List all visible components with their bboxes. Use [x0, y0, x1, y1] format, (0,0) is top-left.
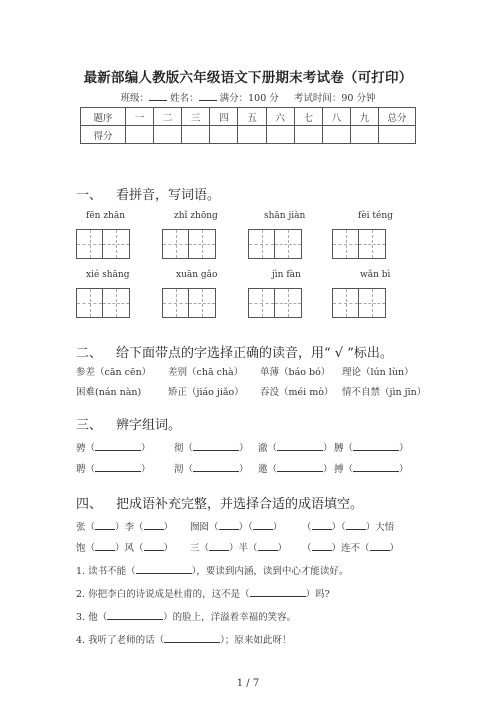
idiom-item[interactable]: （ ）（ ）大悟	[302, 522, 395, 533]
section-number: 三、	[76, 418, 103, 433]
sentence-item[interactable]: 2. 你把李白的诗说成是杜甫的，这不是（ ）吗?	[76, 589, 330, 600]
answer-blank[interactable]	[193, 441, 239, 451]
section-title: 辨字组词。	[116, 418, 182, 433]
answer-blank[interactable]	[370, 541, 390, 551]
pronunciation-item[interactable]: 参差（cān cēn）	[76, 367, 152, 378]
pinyin-label: fèi téng	[358, 211, 393, 221]
writing-grid[interactable]	[76, 229, 130, 259]
zuci-item[interactable]: 膊（ ）	[334, 443, 409, 454]
answer-blank[interactable]	[95, 441, 141, 451]
pronunciation-item[interactable]: 差别（chā chà）	[168, 367, 244, 378]
writing-grid[interactable]	[76, 288, 130, 318]
exam-title: 最新部编人教版六年级语文下册期末考试卷（可打印）	[83, 70, 413, 86]
pronunciation-item[interactable]: 理论（lún lùn）	[342, 367, 414, 378]
zuci-item[interactable]: 骋（ ）	[76, 443, 151, 454]
answer-blank[interactable]	[312, 541, 332, 551]
score-input-cell[interactable]	[294, 126, 322, 144]
idiom-item[interactable]: 饱（ ）风（ ）	[76, 543, 174, 554]
writing-grid[interactable]	[248, 229, 302, 259]
zuci-item[interactable]: 邀（ ）	[258, 464, 333, 475]
zuci-item[interactable]: 聘（ ）	[76, 464, 151, 475]
score-cell: 六	[266, 108, 294, 126]
zuci-item[interactable]: 沏（ ）	[174, 464, 249, 475]
score-input-cell[interactable]	[238, 126, 266, 144]
score-cell: 七	[294, 108, 322, 126]
pronunciation-item[interactable]: 吞没（méi mò）	[260, 387, 334, 398]
pronunciation-item[interactable]: 单薄（báo bó）	[260, 367, 331, 378]
score-row-label: 得分	[81, 126, 126, 144]
score-input-cell[interactable]	[182, 126, 210, 144]
section-number: 四、	[76, 497, 103, 512]
pronunciation-item[interactable]: 矫正（jiáo jiǎo）	[168, 387, 244, 398]
answer-blank[interactable]	[144, 541, 164, 551]
writing-grid[interactable]	[162, 229, 216, 259]
score-cell: 题序	[81, 108, 126, 126]
score-input-cell[interactable]	[266, 126, 294, 144]
answer-blank[interactable]	[219, 520, 239, 530]
answer-blank[interactable]	[193, 462, 239, 472]
answer-blank[interactable]	[253, 520, 273, 530]
score-input-cell[interactable]	[210, 126, 238, 144]
score-cell: 八	[322, 108, 350, 126]
writing-grid[interactable]	[162, 288, 216, 318]
answer-blank[interactable]	[353, 441, 399, 451]
idiom-item[interactable]: 张（ ）李（ ）	[76, 522, 174, 533]
score-input-cell[interactable]	[322, 126, 350, 144]
pronunciation-item[interactable]: 困难(nán nàn)	[76, 387, 142, 398]
score-table	[80, 107, 416, 144]
pinyin-label: fēn zhān	[86, 211, 126, 221]
exam-info-line	[0, 90, 496, 104]
pinyin-label: zhǐ zhōng	[174, 211, 218, 221]
section-number: 二、	[76, 346, 103, 361]
sentence-item[interactable]: 4. 我听了老师的话（ ）；原来如此呀！	[76, 635, 292, 646]
sentence-item[interactable]: 3. 他（ ）的脸上，洋溢着幸福的笑容。	[76, 612, 297, 623]
score-cell: 二	[154, 108, 182, 126]
score-input-cell[interactable]	[379, 126, 416, 144]
score-cell: 五	[238, 108, 266, 126]
answer-blank[interactable]	[136, 564, 192, 574]
score-cell: 九	[350, 108, 378, 126]
zuci-item[interactable]: 搏（ ）	[334, 464, 409, 475]
idiom-item[interactable]: 三（ ）半（ ）	[190, 543, 288, 554]
page-number: 1 / 7	[236, 678, 260, 689]
answer-blank[interactable]	[277, 441, 323, 451]
full-score: 满分：100 分	[219, 93, 279, 104]
pinyin-label: xuān gǎo	[176, 270, 218, 280]
sentence-item[interactable]: 1. 读书不能（ ），要读到内涵，读到中心才能读好。	[76, 566, 349, 577]
idiom-item[interactable]: （ ）连不（ ）	[302, 543, 400, 554]
score-input-cell[interactable]	[350, 126, 378, 144]
section-title: 把成语补充完整，并选择合适的成语填空。	[116, 497, 364, 512]
section-1-heading	[76, 184, 220, 203]
writing-grid[interactable]	[332, 229, 386, 259]
pinyin-label: xié shāng	[86, 270, 130, 280]
score-header-row	[81, 108, 416, 126]
section-3-heading	[76, 414, 181, 433]
answer-blank[interactable]	[312, 520, 332, 530]
answer-blank[interactable]	[209, 541, 229, 551]
score-value-row	[81, 126, 416, 144]
writing-grid[interactable]	[332, 288, 386, 318]
exam-time: 考试时间：90 分钟	[293, 93, 376, 104]
answer-blank[interactable]	[164, 633, 220, 643]
answer-blank[interactable]	[144, 520, 164, 530]
section-title: 看拼音，写词语。	[116, 188, 221, 203]
section-number: 一、	[76, 188, 103, 203]
answer-blank[interactable]	[95, 520, 115, 530]
name-blank	[199, 91, 217, 101]
score-cell: 四	[210, 108, 238, 126]
writing-grid[interactable]	[248, 288, 302, 318]
zuci-item[interactable]: 彻（ ）	[174, 443, 249, 454]
score-input-cell[interactable]	[154, 126, 182, 144]
answer-blank[interactable]	[95, 541, 115, 551]
section-4-heading	[76, 493, 363, 512]
name-label: 姓名：	[170, 93, 199, 104]
pinyin-label: jìn fàn	[272, 270, 301, 280]
pronunciation-item[interactable]: 情不自禁（jìn jīn）	[342, 387, 427, 398]
answer-blank[interactable]	[277, 462, 323, 472]
answer-blank[interactable]	[346, 520, 366, 530]
class-label: 班级：	[120, 93, 150, 104]
section-title: 给下面带点的字选择正确的读音，用“ √ ”标出。	[116, 346, 393, 361]
zuci-item[interactable]: 澈（ ）	[258, 443, 333, 454]
answer-blank[interactable]	[250, 587, 306, 597]
section-2-heading	[76, 342, 393, 361]
score-cell: 三	[182, 108, 210, 126]
score-cell: 总分	[379, 108, 416, 126]
pinyin-label: shān jiàn	[264, 211, 306, 221]
answer-blank[interactable]	[258, 541, 278, 551]
score-cell: 一	[126, 108, 154, 126]
pinyin-label: wǎn bì	[360, 270, 391, 280]
answer-blank[interactable]	[107, 610, 163, 620]
idiom-item[interactable]: 囫囵（ ）（ ）	[190, 522, 283, 533]
answer-blank[interactable]	[95, 462, 141, 472]
score-input-cell[interactable]	[126, 126, 154, 144]
answer-blank[interactable]	[353, 462, 399, 472]
class-blank	[149, 91, 167, 101]
